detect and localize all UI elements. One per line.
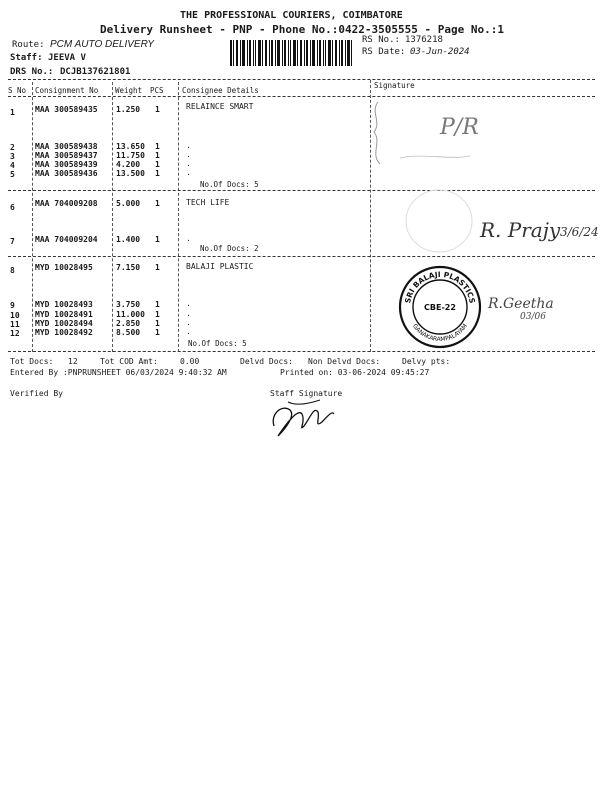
- delvd-docs-label: Delvd Docs:: [240, 357, 293, 366]
- divider-bottom: [8, 351, 595, 352]
- col-sep-3: [178, 82, 179, 352]
- consignee-name: TECH LIFE: [186, 198, 230, 207]
- consignee-name: BALAJI PLASTIC: [186, 262, 254, 271]
- row-consignment: MAA 300589437: [35, 151, 98, 160]
- rs-no-value: 1376218: [405, 35, 443, 45]
- row-consignment: MYD 10028492: [35, 328, 93, 337]
- route-value: PCM AUTO DELIVERY: [50, 39, 155, 50]
- row-consignee-dot: .: [186, 234, 191, 243]
- row-sno: 1: [10, 108, 15, 117]
- row-consignment: MYD 10028495: [35, 263, 93, 272]
- tot-docs-label: Tot Docs:: [10, 357, 54, 366]
- row-pcs: 1: [155, 263, 160, 272]
- verified-by-label: Verified By: [10, 389, 63, 398]
- delvy-pts-label: Delvy pts:: [402, 357, 451, 366]
- row-sno: 5: [10, 170, 15, 179]
- staff-label: Staff:: [10, 53, 43, 63]
- docs-count: No.Of Docs: 2: [200, 244, 259, 253]
- group-divider: [8, 190, 595, 191]
- row-sno: 12: [10, 329, 20, 338]
- col-weight: Weight: [115, 86, 143, 95]
- docs-count: No.Of Docs: 5: [188, 339, 247, 348]
- row-consignee-dot: .: [186, 168, 191, 177]
- row-weight: 8.500: [116, 328, 141, 337]
- row-pcs: 1: [155, 319, 160, 328]
- handwritten-sig-1: P/R: [440, 115, 479, 140]
- row-pcs: 1: [155, 300, 160, 309]
- row-weight: 3.750: [116, 300, 141, 309]
- row-weight: 13.500: [116, 169, 145, 178]
- company-stamp: [398, 265, 482, 349]
- rs-no-label: RS No.:: [362, 35, 400, 45]
- staff-signature-label: Staff Signature: [270, 389, 343, 398]
- drs-value: DCJB137621801: [60, 67, 131, 77]
- stamp-center-text: CBE-22: [424, 303, 456, 312]
- handwritten-sig-3: R.Geetha: [488, 296, 554, 312]
- row-pcs: 1: [155, 160, 160, 169]
- stamp-bottom-text: GANAKARAMPALAYAM: [410, 322, 470, 344]
- drs-label: DRS No.:: [10, 67, 54, 77]
- row-pcs: 1: [155, 235, 160, 244]
- row-consignment: MAA 300589435: [35, 105, 98, 114]
- row-sno: 6: [10, 203, 15, 212]
- row-sno: 7: [10, 237, 15, 246]
- row-sno: 9: [10, 301, 15, 310]
- row-weight: 13.650: [116, 142, 145, 151]
- tot-docs-value: 12: [68, 357, 78, 366]
- row-sno: 8: [10, 266, 15, 275]
- row-weight: 5.000: [116, 199, 141, 208]
- row-pcs: 1: [155, 199, 160, 208]
- col-pcs: PCS: [150, 86, 164, 95]
- row-pcs: 1: [155, 151, 160, 160]
- row-weight: 1.400: [116, 235, 141, 244]
- row-consignment: MAA 300589439: [35, 160, 98, 169]
- row-sno: 11: [10, 320, 20, 329]
- col-consignee: Consignee Details: [182, 86, 259, 95]
- docs-count: No.Of Docs: 5: [200, 180, 259, 189]
- handwritten-sig-3-date: 03/06: [520, 312, 546, 322]
- entered-by: Entered By :PNPRUNSHEET 06/03/2024 9:40:32 AM: [10, 368, 227, 377]
- row-consignment: MYD 10028493: [35, 300, 93, 309]
- divider-top: [8, 79, 595, 80]
- row-sno: 10: [10, 311, 20, 320]
- divider-header: [8, 96, 595, 97]
- col-signature: Signature: [374, 81, 415, 90]
- row-consignee-dot: .: [186, 159, 191, 168]
- rs-date-label: RS Date:: [362, 47, 406, 57]
- col-sno: S No: [8, 86, 27, 95]
- non-delvd-docs-label: Non Delvd Docs:: [308, 357, 381, 366]
- consignee-name: RELAINCE SMART: [186, 102, 254, 111]
- group-divider: [8, 256, 595, 257]
- rs-date-value: 03-Jun-2024: [410, 47, 470, 57]
- row-consignment: MAA 704009208: [35, 199, 98, 208]
- tot-cod-label: Tot COD Amt:: [100, 357, 158, 366]
- row-consignment: MAA 300589436: [35, 169, 98, 178]
- row-sno: 3: [10, 152, 15, 161]
- stamp-top-text: SRI BALAJI PLASTICS: [403, 269, 477, 305]
- row-pcs: 1: [155, 105, 160, 114]
- row-sno: 4: [10, 161, 15, 170]
- handwritten-sig-2-date: 3/6/24: [560, 225, 599, 239]
- staff-value: JEEVA V: [48, 53, 86, 63]
- row-consignment: MYD 10028494: [35, 319, 93, 328]
- row-pcs: 1: [155, 142, 160, 151]
- row-sno: 2: [10, 143, 15, 152]
- staff-signature-scribble: [268, 396, 338, 442]
- row-weight: 2.850: [116, 319, 141, 328]
- row-consignment: MYD 10028491: [35, 310, 93, 319]
- printed-on: Printed on: 03-06-2024 09:45:27: [280, 368, 430, 377]
- company-title: THE PROFESSIONAL COURIERS, COIMBATORE: [180, 10, 403, 21]
- row-consignment: MAA 704009204: [35, 235, 98, 244]
- col-sep-2: [112, 82, 113, 352]
- row-weight: 4.200: [116, 160, 141, 169]
- runsheet-title: Delivery Runsheet - PNP - Phone No.:0422-3505555 - Page No.:1: [100, 23, 504, 36]
- col-consignment: Consignment No: [35, 86, 99, 95]
- faint-stamp-circle: [402, 185, 477, 257]
- handwritten-sig-2: R. Prajy: [480, 218, 561, 242]
- tot-cod-value: 0.00: [180, 357, 200, 366]
- row-consignee-dot: .: [186, 141, 191, 150]
- row-weight: 7.150: [116, 263, 141, 272]
- row-consignee-dot: .: [186, 318, 191, 327]
- row-consignee-dot: .: [186, 309, 191, 318]
- row-weight: 11.000: [116, 310, 145, 319]
- row-pcs: 1: [155, 328, 160, 337]
- route-label: Route:: [12, 40, 45, 50]
- row-consignee-dot: .: [186, 299, 191, 308]
- barcode-image: [230, 40, 352, 66]
- row-consignment: MAA 300589438: [35, 142, 98, 151]
- row-weight: 11.750: [116, 151, 145, 160]
- row-weight: 1.250: [116, 105, 141, 114]
- row-pcs: 1: [155, 310, 160, 319]
- row-consignee-dot: .: [186, 327, 191, 336]
- row-pcs: 1: [155, 169, 160, 178]
- row-consignee-dot: .: [186, 150, 191, 159]
- col-sep-1: [32, 82, 33, 352]
